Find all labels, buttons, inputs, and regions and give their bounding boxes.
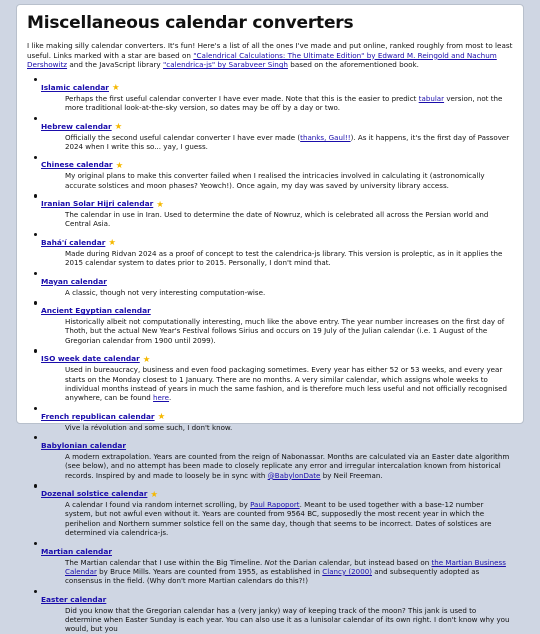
description-text: version, not the more traditional look-at-the-sky version, so dates may be off by a day or two. <box>65 93 503 113</box>
intro-text: and the JavaScript library <box>67 60 163 70</box>
calendar-description <box>65 558 513 586</box>
calendar-description <box>65 500 513 537</box>
calendar-description <box>65 365 513 402</box>
calendar-description: A classic, though not very interesting computation-wise. <box>65 287 266 297</box>
list-item <box>33 481 513 537</box>
tabular-link[interactable]: tabular <box>418 93 445 103</box>
star-icon: ★ <box>115 160 124 171</box>
calendar-description <box>65 133 513 152</box>
star-icon: ★ <box>114 122 123 133</box>
calendar-link-hebrew[interactable]: Hebrew calendar <box>41 121 112 131</box>
calendar-link-easter[interactable]: Easter calendar <box>41 594 107 604</box>
calendar-description <box>65 452 513 480</box>
calendar-description: Vive la révolution and some such, I don't know. <box>65 422 233 432</box>
description-text: . <box>169 393 172 403</box>
calendar-link-mayan[interactable]: Mayan calendar <box>41 276 107 286</box>
calendar-link-babylonian[interactable]: Babylonian calendar <box>41 441 127 451</box>
emphasis-text: Not <box>264 557 277 567</box>
book-link[interactable]: "Calendrical Calculations: The Ultimate Edition" by Edward M. Reingold and Nachum Dershowitz <box>27 50 497 70</box>
star-icon: ★ <box>142 354 151 365</box>
calendar-link-islamic[interactable]: Islamic calendar <box>41 82 109 92</box>
clancy-link[interactable]: Clancy (2000) <box>322 566 372 576</box>
description-text: Used in bureaucracy, business and even food packaging sometimes. Every year has either 52 or 53 weeks, and every year starts on the Monday closest to 1 January. There are no months. A very similar calendar, which assigns whole weeks to individual months instead of years in much the same fashion, and is therefore much less useful and not officially recognised anywhere, can be found <box>65 365 508 403</box>
calendar-link-egyptian[interactable]: Ancient Egyptian calendar <box>41 306 151 316</box>
library-link[interactable]: "calendrica-js" by Sarabveer Singh <box>162 60 288 70</box>
description-text: ). As it happens, it's the first day of Passover 2024 when I write this so... yay, I guess. <box>65 132 510 151</box>
calendar-link-french-republican[interactable]: French republican calendar <box>41 411 155 421</box>
babylondate-link[interactable]: @BabylonDate <box>267 470 321 480</box>
intro-text: based on the aforementioned book. <box>287 60 419 70</box>
description-text: The Martian calendar that I use within the Big Timeline. <box>65 557 265 567</box>
calendar-description: Historically albeit not computationally interesting, much like the above entry. The year number increases on the first day of Thoth, but the actual New Year's Festival follows Sirius and occurs on 19 July of the Julian calendar (i.e. 1 August of the Gregorian calendar from 1900 until 2099). <box>65 317 505 345</box>
star-icon: ★ <box>157 412 166 423</box>
description-text: A calendar I found via random internet scrolling, by <box>65 500 251 510</box>
description-text: Officially the second useful calendar converter I have ever made ( <box>65 132 301 142</box>
calendar-link-martian[interactable]: Martian calendar <box>41 546 112 556</box>
calendar-link-iso-week[interactable]: ISO week date calendar <box>41 354 140 364</box>
list-item <box>33 114 513 152</box>
star-icon: ★ <box>156 199 164 210</box>
list-item <box>33 346 513 402</box>
description-text: by Neil Freeman. <box>320 470 383 480</box>
description-text: and subsequently adopted as consensus in the field. (Why don't more Martian calendars do this?!) <box>65 566 480 586</box>
list-item <box>33 152 513 190</box>
calendar-link-iranian[interactable]: Iranian Solar Hijri calendar <box>41 199 154 209</box>
list-item <box>33 587 513 634</box>
description-text: A modern extrapolation. Years are counted from the reign of Nabonassar. Months are calculated via an Easter date algorithm (see below), and no attempt has been made to closely replicate any error and irregular intercalation known from historical records. Inspired by and made to loosely be in sync with <box>65 452 510 480</box>
thanks-link[interactable]: thanks, Gaul!! <box>300 132 351 142</box>
list-item <box>33 433 513 480</box>
calendar-description: Made during Ridvan 2024 as a proof of concept to test the calendrica-js library. This version is proleptic, as in it applies the 2015 calendar system to dates prior to 2015. Personally, I don't mind that. <box>65 248 503 268</box>
page-title: Miscellaneous calendar converters <box>27 13 354 33</box>
calendar-description: The calendar in use in Iran. Used to determine the date of Nowruz, which is celebrated all across the Persian world and Central Asia. <box>65 210 489 229</box>
description-text: by Bruce Mills. Years are counted from 1955, as established in <box>96 566 323 576</box>
paul-rapoport-link[interactable]: Paul Rapoport <box>250 500 300 510</box>
description-text: the Darian calendar, but instead based on <box>276 557 432 567</box>
description-text: Perhaps the first useful calendar converter I have ever made. Note that this is the easier to predict <box>65 93 419 103</box>
calendar-description: Did you know that the Gregorian calendar has a (very janky) way of keeping track of the moon? This jank is used to determine when Easter Sunday is each year. You can also use it as a lunisolar calendar of its own right. I don't know why you would, but you <box>65 605 510 634</box>
list-item <box>33 269 513 297</box>
list-item <box>33 539 513 586</box>
list-item <box>33 191 513 229</box>
intro-text: I like making silly calendar converters. It's fun! Here's a list of all the ones I've made and put online, ranked roughly from most to least useful. Links marked with a star are based on <box>27 41 513 60</box>
list-item <box>33 404 513 432</box>
list-item <box>33 298 513 345</box>
here-link[interactable]: here <box>153 393 170 403</box>
martian-business-calendar-link[interactable]: the Martian Business Calendar <box>65 557 506 576</box>
page-container <box>16 4 524 634</box>
calendar-link-bahai[interactable]: Bahá'í calendar <box>41 237 106 247</box>
calendar-description <box>65 94 513 113</box>
star-icon: ★ <box>111 83 120 94</box>
list-item <box>33 75 513 113</box>
calendar-link-chinese[interactable]: Chinese calendar <box>41 160 113 170</box>
star-icon: ★ <box>150 489 159 500</box>
intro-paragraph <box>27 41 513 70</box>
calendar-link-dozenal[interactable]: Dozenal solstice calendar <box>41 489 148 499</box>
star-icon: ★ <box>108 238 116 249</box>
list-item <box>33 230 513 268</box>
calendar-description: My original plans to make this converter failed when I realised the intricacies involved in calculating it (astronomically accurate solstices and moon phases? Yeowch!). Once again, my day was saved by university library access. <box>65 171 485 190</box>
calendar-list <box>27 75 513 634</box>
description-text: . Meant to be used together with a base-12 number system, but not awful even without it. Years are counted from 9564 BC, supposedly the most recent year in which the perihelion and Northern summer solstice fell on the same day, though that seems to be incorrect. Dates of solstices are determined via calendrica-js. <box>65 500 492 538</box>
